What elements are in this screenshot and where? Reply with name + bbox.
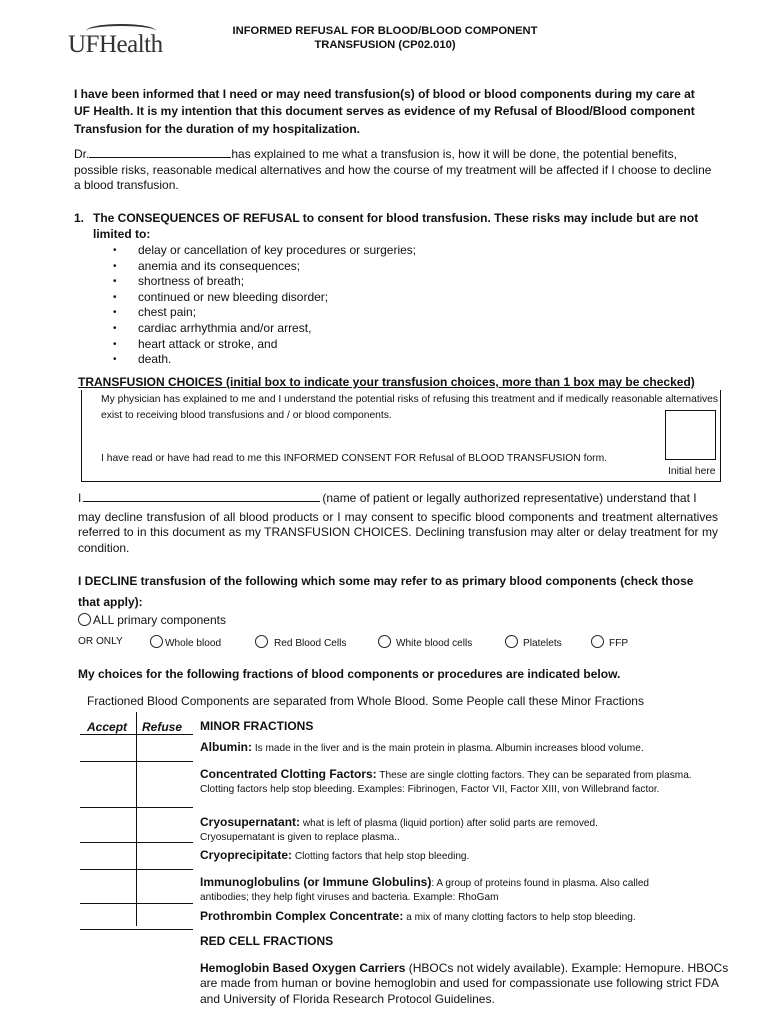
- doctor-prefix: Dr.: [74, 147, 90, 161]
- fraction-item-cryosupernatant: [200, 816, 660, 844]
- fraction-name: Albumin:: [200, 740, 252, 754]
- ffp-option[interactable]: [591, 635, 770, 651]
- minor-fractions-heading: MINOR FRACTIONS: [200, 719, 314, 733]
- list-item: • continued or new bleeding disorder;: [113, 290, 513, 306]
- fraction-desc: Is made in the liver and is the main protein in plasma. Albumin increases blood volume.: [254, 743, 644, 754]
- red-blood-cells-label: Red Blood Cells: [274, 638, 347, 649]
- fraction-item-immunoglobulins: [200, 876, 680, 904]
- platelets-label: Platelets: [523, 638, 562, 649]
- column-divider: [136, 712, 137, 926]
- physician-explained-text: My physician has explained to me and I understand the potential risks of refusing this treatment and if medically reasonable alternatives exist to receiving blood transfusions and / or blood components.: [101, 394, 719, 421]
- platelets-radio[interactable]: [505, 635, 518, 648]
- initial-here-label: Initial here: [668, 466, 716, 477]
- or-only-row: [78, 635, 638, 651]
- patient-prefix: I: [78, 491, 82, 505]
- doctor-name-field[interactable]: [89, 146, 231, 158]
- intro-paragraph: I have been informed that I need or may need transfusion(s) of blood or blood components during my care at UF Health. It is my intention that this document serves as evidence of my Refusal of Blood/Blood component Transfusion for the duration of my hospitalization.: [74, 87, 695, 136]
- list-item: • delay or cancellation of key procedures or surgeries;: [113, 243, 513, 259]
- all-components-label: ALL primary components: [93, 613, 226, 627]
- fraction-row-line[interactable]: [80, 869, 193, 870]
- fraction-name: Cryosupernatant:: [200, 815, 301, 829]
- fraction-desc: Clotting factors that help stop bleeding.: [294, 851, 470, 862]
- consequences-heading-text: The CONSEQUENCES OF REFUSAL to consent for blood transfusion. These risks may include but are not limited to:: [93, 211, 699, 241]
- initial-box[interactable]: [665, 410, 716, 460]
- refuse-column-header: Refuse: [142, 720, 183, 734]
- list-item: • heart attack or stroke, and: [113, 337, 513, 353]
- fraction-name: Cryoprecipitate:: [200, 848, 293, 862]
- decline-heading: I DECLINE transfusion of the following which some may refer to as primary blood components (check those that apply):: [78, 574, 694, 609]
- transfusion-choices-heading: TRANSFUSION CHOICES (initial box to indicate your transfusion choices, more than 1 box may be checked): [78, 375, 695, 389]
- fraction-choices-heading: My choices for the following fractions of blood components or procedures are indicated below.: [78, 667, 621, 681]
- doctor-paragraph: [74, 146, 714, 194]
- list-item: • chest pain;: [113, 305, 513, 321]
- hboc-item: [200, 961, 730, 1007]
- fraction-desc: what is left of plasma (liquid portion) after solid parts are removed. Cryosupernatant is given to replace plasma..: [200, 818, 598, 843]
- red-blood-cells-radio[interactable]: [255, 635, 268, 648]
- consequences-number: 1.: [74, 211, 85, 225]
- uf-health-logo: [68, 24, 178, 58]
- fraction-desc: a mix of many clotting factors to help stop bleeding.: [406, 912, 636, 923]
- title-line-1: INFORMED REFUSAL FOR BLOOD/BLOOD COMPONENT: [232, 25, 538, 37]
- decline-paragraph: may decline transfusion of all blood products or I may consent to specific blood components and treatment alternatives referred to in this document as my TRANSFUSION CHOICES. Declining transfusion may alter or delay treatment for my condition.: [78, 510, 718, 555]
- fraction-desc: : A group of proteins found in plasma. Also called antibodies; they help fight viruses and bacteria. Example: RhoGam: [200, 878, 650, 903]
- patient-name-line: [78, 490, 738, 506]
- list-item: • anemia and its consequences;: [113, 259, 513, 275]
- hboc-name: Hemoglobin Based Oxygen Carriers: [200, 961, 406, 975]
- title-line-2: TRANSFUSION (CP02.010): [314, 39, 456, 51]
- white-blood-cells-radio[interactable]: [378, 635, 391, 648]
- document-title: [180, 24, 590, 52]
- fraction-name: Immunoglobulins (or Immune Globulins): [200, 875, 432, 889]
- whole-blood-radio[interactable]: [150, 635, 163, 648]
- ffp-label: FFP: [609, 638, 629, 649]
- consequences-heading: [74, 211, 738, 242]
- fraction-row-line[interactable]: [80, 761, 193, 762]
- consequences-list: [113, 243, 513, 368]
- fraction-name: Concentrated Clotting Factors:: [200, 767, 377, 781]
- fraction-row-line[interactable]: [80, 903, 193, 904]
- fractioned-note: Fractioned Blood Components are separated from Whole Blood. Some People call these Minor Fractions: [87, 694, 644, 708]
- white-blood-cells-label: White blood cells: [396, 638, 473, 649]
- doctor-text: has explained to me what a transfusion is, how it will be done, the potential benefits, possible risks, reasonable medical alternatives and how the course of my treatment will be affected if I choose to decline a blood transfusion.: [74, 147, 712, 192]
- fraction-row-line[interactable]: [80, 929, 193, 930]
- red-cell-fractions-heading: RED CELL FRACTIONS: [200, 934, 334, 948]
- ffp-radio[interactable]: [591, 635, 604, 648]
- read-consent-text: I have read or have had read to me this INFORMED CONSENT FOR Refusal of BLOOD TRANSFUSION form.: [101, 453, 608, 464]
- list-item: • shortness of breath;: [113, 274, 513, 290]
- all-components-radio[interactable]: [78, 613, 91, 626]
- patient-name-field[interactable]: [83, 490, 320, 502]
- fraction-item-cryoprecipitate: [200, 849, 720, 864]
- fraction-item-albumin: [200, 741, 720, 756]
- hboc-desc: (HBOCs not widely available). Example: Hemopure. HBOCs are made from human or bovine hemoglobin and used for compassionate use following strict FDA and University of Florida Research Protocol Guidelines.: [200, 961, 729, 1006]
- whole-blood-label: Whole blood: [165, 638, 222, 649]
- or-only-label: OR ONLY: [78, 636, 123, 647]
- fraction-desc: These are single clotting factors. They can be separated from plasma. Clotting factors help stop bleeding. Examples: Fibrinogen, Factor VII, Factor XIII, von Willebrand factor.: [200, 770, 692, 795]
- logo-text: UFHealth: [68, 31, 163, 58]
- all-components-option[interactable]: [78, 613, 226, 628]
- list-item: • cardiac arrhythmia and/or arrest,: [113, 321, 513, 337]
- fraction-row-line[interactable]: [80, 842, 193, 843]
- accept-column-header: Accept: [87, 720, 128, 734]
- fraction-name: Prothrombin Complex Concentrate:: [200, 909, 404, 923]
- fraction-item-clotting-factors: [200, 768, 700, 796]
- fraction-item-prothrombin: [200, 910, 720, 925]
- list-item: • death.: [113, 352, 513, 368]
- patient-suffix: (name of patient or legally authorized representative) understand that I: [322, 491, 697, 505]
- fraction-row-line[interactable]: [80, 807, 193, 808]
